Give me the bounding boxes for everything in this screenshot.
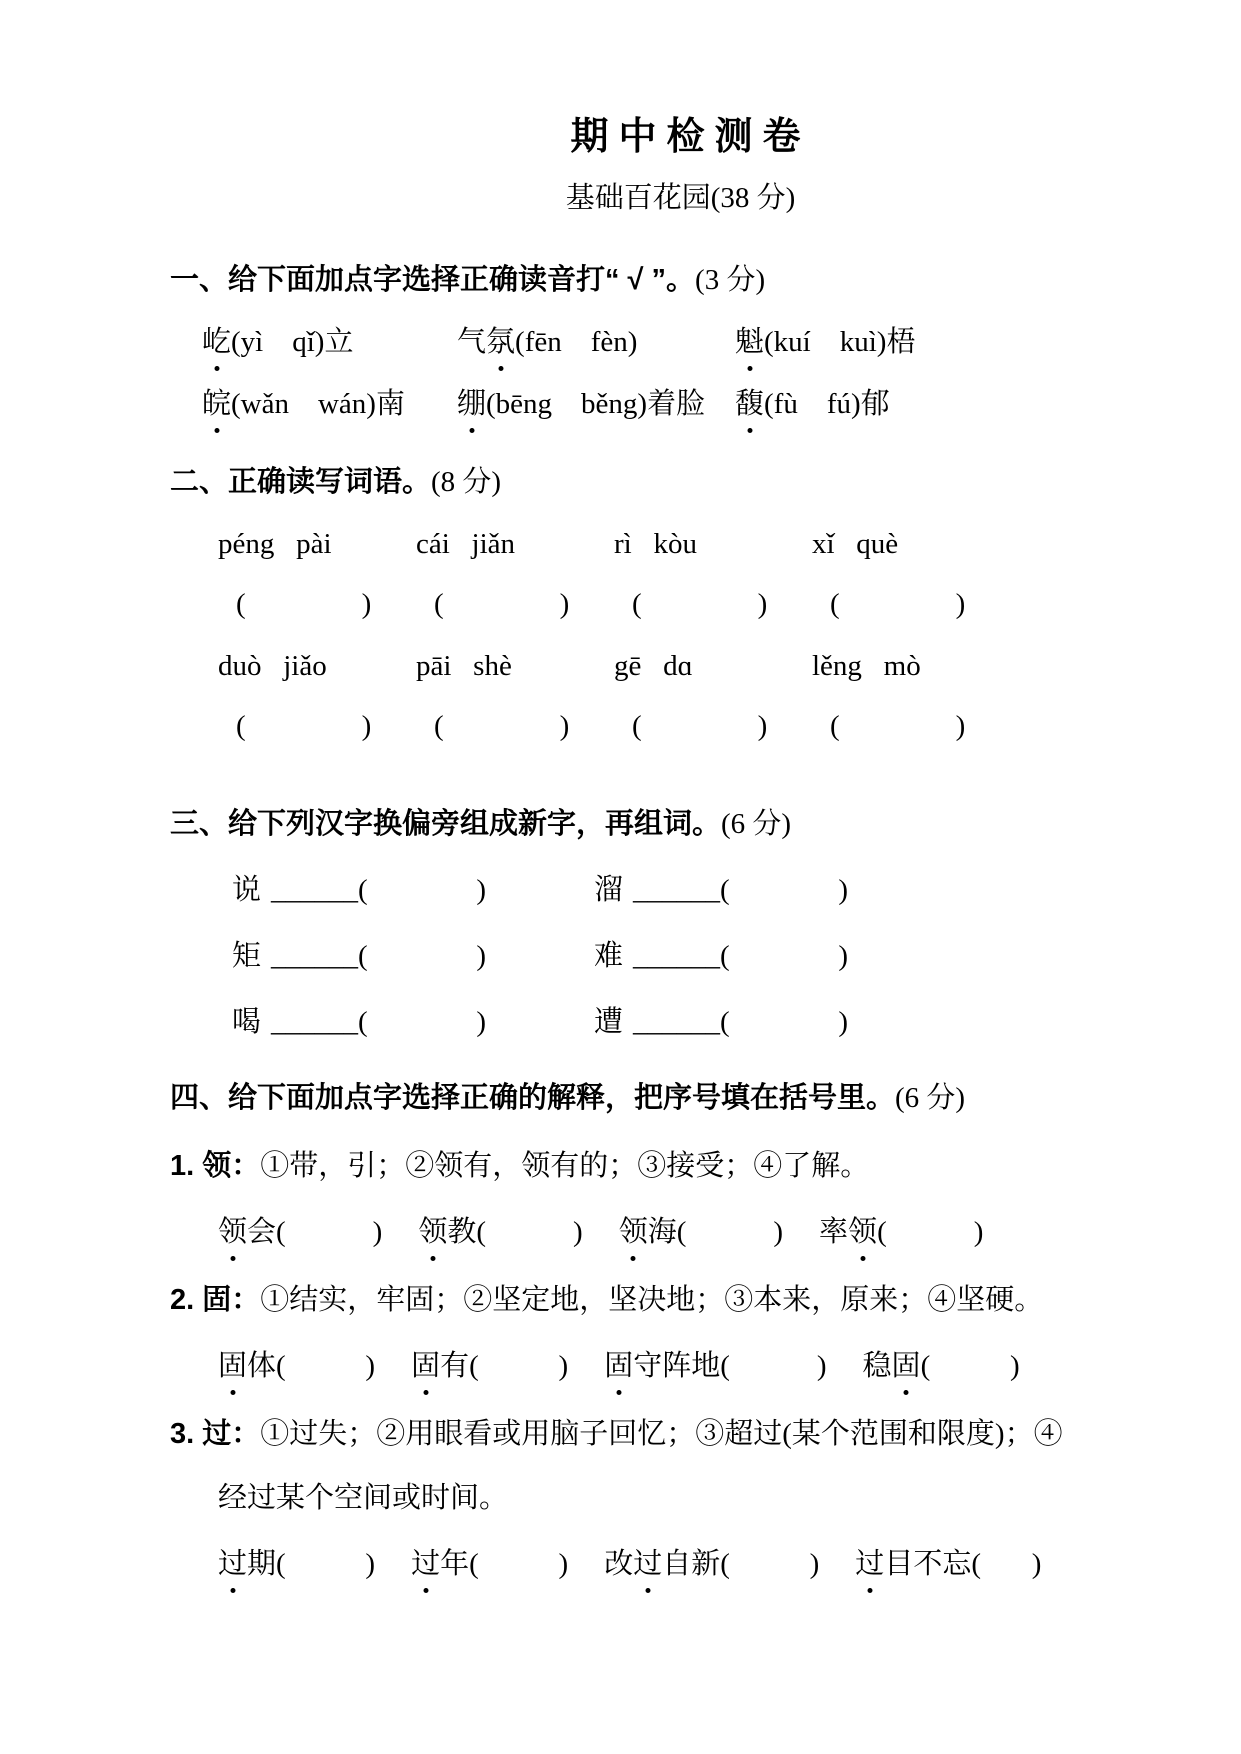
- section1-score: (3 分): [695, 264, 766, 296]
- item-number-keyword: 3. 过：: [170, 1418, 261, 1450]
- pinyin-word: péng pài: [218, 528, 332, 560]
- answer-bracket: ( ): [358, 874, 487, 906]
- word-with-bracket: 固体( ): [218, 1346, 375, 1386]
- answer-bracket: ( ): [830, 588, 966, 620]
- section3-row-3: [170, 1002, 1151, 1042]
- answer-bracket: ( ): [434, 588, 570, 620]
- base-character: 难: [594, 940, 624, 972]
- word-with-bracket: 率领( ): [819, 1212, 983, 1252]
- section2-pinyin-row-2: [170, 646, 1151, 686]
- section2-bracket-row-1: [170, 584, 1151, 624]
- pinyin-choice-item: 皖(wǎn wán)南: [202, 384, 457, 424]
- word-bracket-row-item2: [170, 1346, 1151, 1386]
- base-character: 溜: [594, 874, 624, 906]
- section1-heading: [170, 260, 1151, 300]
- page-title: 期中检测卷: [570, 116, 811, 158]
- answer-bracket: ( ): [720, 940, 849, 972]
- word-with-bracket: 稳固( ): [863, 1346, 1020, 1386]
- word-with-bracket: 固守阵地( ): [604, 1346, 826, 1386]
- radical-change-item: [594, 1002, 1151, 1042]
- radical-change-item: [594, 870, 1151, 910]
- answer-blank: ______: [633, 874, 721, 906]
- base-character: 喝: [232, 1006, 262, 1038]
- word-with-bracket: 领海( ): [619, 1212, 783, 1252]
- pinyin-word: cái jiǎn: [416, 528, 516, 560]
- section2-bracket-row-2: [170, 706, 1151, 746]
- item-number-keyword: 1. 领：: [170, 1150, 261, 1182]
- section2-pinyin-row-1: [170, 524, 1151, 564]
- word-with-bracket: 固有( ): [411, 1346, 568, 1386]
- pinyin-word: rì kòu: [614, 528, 697, 560]
- answer-bracket: ( ): [720, 874, 849, 906]
- answer-blank: ______: [271, 940, 359, 972]
- answer-bracket: ( ): [720, 1006, 849, 1038]
- definition-text: ①结实，牢固；②坚定地，坚决地；③本来，原来；④坚硬。: [260, 1284, 1044, 1316]
- section1-row-1: [170, 322, 1151, 362]
- section1-heading-text: 一、给下面加点字选择正确读音打“ √ ”。: [170, 264, 696, 296]
- definition-line-item2: [170, 1280, 1151, 1320]
- answer-blank: ______: [271, 1006, 359, 1038]
- answer-bracket: ( ): [236, 588, 372, 620]
- pinyin-word: pāi shè: [416, 650, 512, 682]
- section2-heading-text: 二、正确读写词语。: [170, 466, 432, 498]
- section3-score: (6 分): [721, 808, 792, 840]
- answer-bracket: ( ): [830, 710, 966, 742]
- answer-blank: ______: [271, 874, 359, 906]
- radical-change-item: [232, 870, 594, 910]
- definition-text-continued: 经过某个空间或时间。: [218, 1482, 509, 1514]
- word-with-bracket: 过期( ): [218, 1544, 375, 1584]
- pinyin-word: lěng mò: [812, 650, 921, 682]
- base-character: 遭: [594, 1006, 624, 1038]
- section-banner: 基础百花园(38 分): [565, 182, 796, 214]
- word-bracket-row-item3: [170, 1544, 1151, 1584]
- pinyin-word: duò jiǎo: [218, 650, 327, 682]
- word-bracket-row-item1: [170, 1212, 1151, 1252]
- pinyin-word: gē dɑ: [614, 650, 693, 682]
- section4-heading-text: 四、给下面加点字选择正确的解释，把序号填在括号里。: [170, 1082, 896, 1114]
- section4-heading: [170, 1078, 1151, 1118]
- base-character: 说: [232, 874, 262, 906]
- pinyin-choice-item: 绷(bēng běng)着脸: [457, 384, 735, 424]
- pinyin-choice-item: 屹(yì qǐ)立: [202, 322, 457, 362]
- word-with-bracket: 过年( ): [411, 1544, 568, 1584]
- answer-bracket: ( ): [358, 940, 487, 972]
- section3-row-2: [170, 936, 1151, 976]
- item-number-keyword: 2. 固：: [170, 1284, 261, 1316]
- section1-row-2: [170, 384, 1151, 424]
- definition-text: ①带，引；②领有，领有的；③接受；④了解。: [260, 1150, 870, 1182]
- definition-line-item3: [170, 1414, 1151, 1454]
- radical-change-item: [232, 1002, 594, 1042]
- base-character: 矩: [232, 940, 262, 972]
- answer-bracket: ( ): [358, 1006, 487, 1038]
- pinyin-choice-item: 魁(kuí kuì)梧: [735, 322, 1151, 362]
- word-with-bracket: 改过自新( ): [604, 1544, 819, 1584]
- definition-text: ①过失；②用眼看或用脑子回忆；③超过(某个范围和限度)；④: [260, 1418, 1063, 1450]
- word-with-bracket: 过目不忘( ): [855, 1544, 1041, 1584]
- answer-bracket: ( ): [632, 710, 768, 742]
- pinyin-choice-item: 气氛(fēn fèn): [457, 322, 735, 362]
- answer-blank: ______: [633, 1006, 721, 1038]
- pinyin-choice-item: 馥(fù fú)郁: [735, 384, 1151, 424]
- section3-heading: [170, 804, 1151, 844]
- section3-heading-text: 三、给下列汉字换偏旁组成新字，再组词。: [170, 808, 722, 840]
- word-with-bracket: 领教( ): [418, 1212, 582, 1252]
- pinyin-word: xǐ què: [812, 528, 899, 560]
- section3-row-1: [170, 870, 1151, 910]
- radical-change-item: [594, 936, 1151, 976]
- section4-score: (6 分): [895, 1082, 966, 1114]
- radical-change-item: [232, 936, 594, 976]
- section2-score: (8 分): [431, 466, 502, 498]
- answer-blank: ______: [633, 940, 721, 972]
- section2-heading: [170, 462, 1151, 502]
- definition-line-item1: [170, 1146, 1151, 1186]
- word-with-bracket: 领会( ): [218, 1212, 382, 1252]
- answer-bracket: ( ): [434, 710, 570, 742]
- answer-bracket: ( ): [632, 588, 768, 620]
- answer-bracket: ( ): [236, 710, 372, 742]
